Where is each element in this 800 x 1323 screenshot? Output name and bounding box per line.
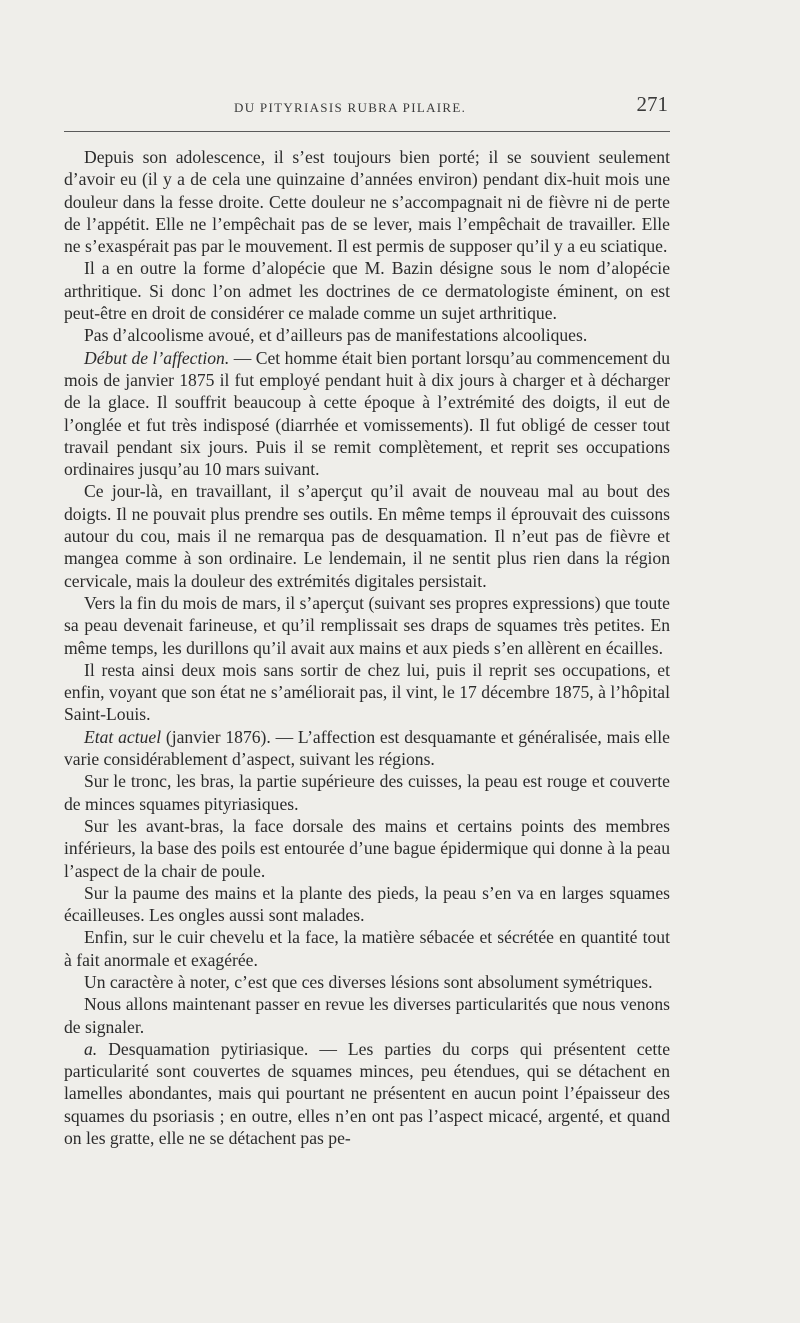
paragraph-etat-actuel: Etat actuel (janvier 1876). — L’affection est desquamante et généralisée, mais elle varie considérablement d’aspect, suivant les régions.	[64, 726, 670, 770]
body-text	[64, 146, 670, 1149]
paragraph: Sur les avant-bras, la face dorsale des mains et certains points des membres inférieurs, la base des poils est entourée d’une bague épidermique qui donne à la peau l’aspect de la chair de poule.	[64, 815, 670, 881]
paragraph: Ce jour-là, en travaillant, il s’aperçut qu’il avait de nouveau mal au bout des doigts. Il ne pouvait plus prendre ses outils. En même temps il éprouvait des cuissons autour du cou, mais il ne remarqua pas de desquamation. Il n’eut pas de fièvre et mangea comme à son ordinaire. Le lendemain, il ne sentit plus rien dans la région cervicale, mais la douleur des extrémités digitales persistait.	[64, 481, 670, 591]
page-number: 271	[636, 92, 668, 116]
paragraph-desquamation: a. Desquamation pytiriasique. — Les parties du corps qui présentent cette particularité sont couvertes de squames minces, peu étendues, qui se détachent en lamelles abondantes, mais qui pourtant ne présentent en aucun point l’épaisseur des squames du psoriasis ; en outre, elles n’en ont pas l’aspect micacé, argenté, et quand on les gratte, elle ne se détachent pas pe-	[64, 1038, 670, 1149]
italic-lead: Etat actuel	[84, 726, 162, 747]
paragraph: Pas d’alcoolisme avoué, et d’ailleurs pas de manifestations alcooliques.	[84, 325, 588, 346]
italic-lead: Début de l’affection.	[84, 347, 230, 368]
running-title: DU PITYRIASIS RUBRA PILAIRE.	[234, 100, 467, 115]
paragraph: Il a en outre la forme d’alopécie que M. Bazin désigne sous le nom d’alopécie arthritique. Si donc l’on admet les doctrines de ce dermatologiste éminent, on est peut-être en droit de considérer ce malade comme un sujet arthritique.	[64, 258, 670, 324]
paragraph: Vers la fin du mois de mars, il s’aperçut (suivant ses propres expressions) que toute sa peau devenait farineuse, et qu’il remplissait ses draps de squames très petites. En même temps, les durillons qu’il avait aux mains et aux pieds s’en allèrent en écailles.	[64, 592, 670, 658]
paragraph: Sur le tronc, les bras, la partie supérieure des cuisses, la peau est rouge et couverte de minces squames pityriasiques.	[64, 771, 670, 814]
paragraph-debut-affection: Début de l’affection. — Cet homme était bien portant lorsqu’au commencement du mois de janvier 1875 il fut employé pendant huit à dix jours à charger et à décharger de la glace. Il souffrit beaucoup à cette époque à l’extrémité des doigts, il eut de l’onglée et fut très indisposé (diarrhée et vomissements). Il fut obligé de cesser tout travail pendant six jours. Puis il se remit complètement, et reprit ses occupations ordinaires jusqu’au 10 mars suivant.	[64, 347, 670, 480]
italic-lead: a.	[84, 1038, 98, 1059]
paragraph: Sur la paume des mains et la plante des pieds, la peau s’en va en larges squames écailleuses. Les ongles aussi sont malades.	[64, 882, 670, 926]
header-rule	[64, 131, 670, 132]
page-header	[64, 92, 670, 132]
paragraph: Depuis son adolescence, il s’est toujours bien porté; il se souvient seulement d’avoir eu (il y a de cela une quinzaine d’années environ) pendant dix-huit mois une douleur dans la fesse droite. Cette douleur ne s’accompagnait ni de fièvre ni de perte de l’appétit. Elle ne l’empêchait pas de se lever, mais l’empêchait de travailler. Elle ne s’exaspérait pas par le mouvement. Il est permis de supposer qu’il y a eu sciatique.	[64, 147, 670, 257]
paragraph: Il resta ainsi deux mois sans sortir de chez lui, puis il reprit ses occupations, et enfin, voyant que son état ne s’améliorait pas, il vint, le 17 décembre 1875, à l’hôpital Saint-Louis.	[64, 659, 670, 725]
paragraph: Enfin, sur le cuir chevelu et la face, la matière sébacée et sécrétée en quantité tout à fait anormale et exagérée.	[64, 927, 670, 970]
paragraph: Un caractère à noter, c’est que ces diverses lésions sont absolument symétriques.	[84, 971, 653, 992]
paragraph: Nous allons maintenant passer en revue les diverses particularités que nous venons de signaler.	[64, 994, 670, 1037]
